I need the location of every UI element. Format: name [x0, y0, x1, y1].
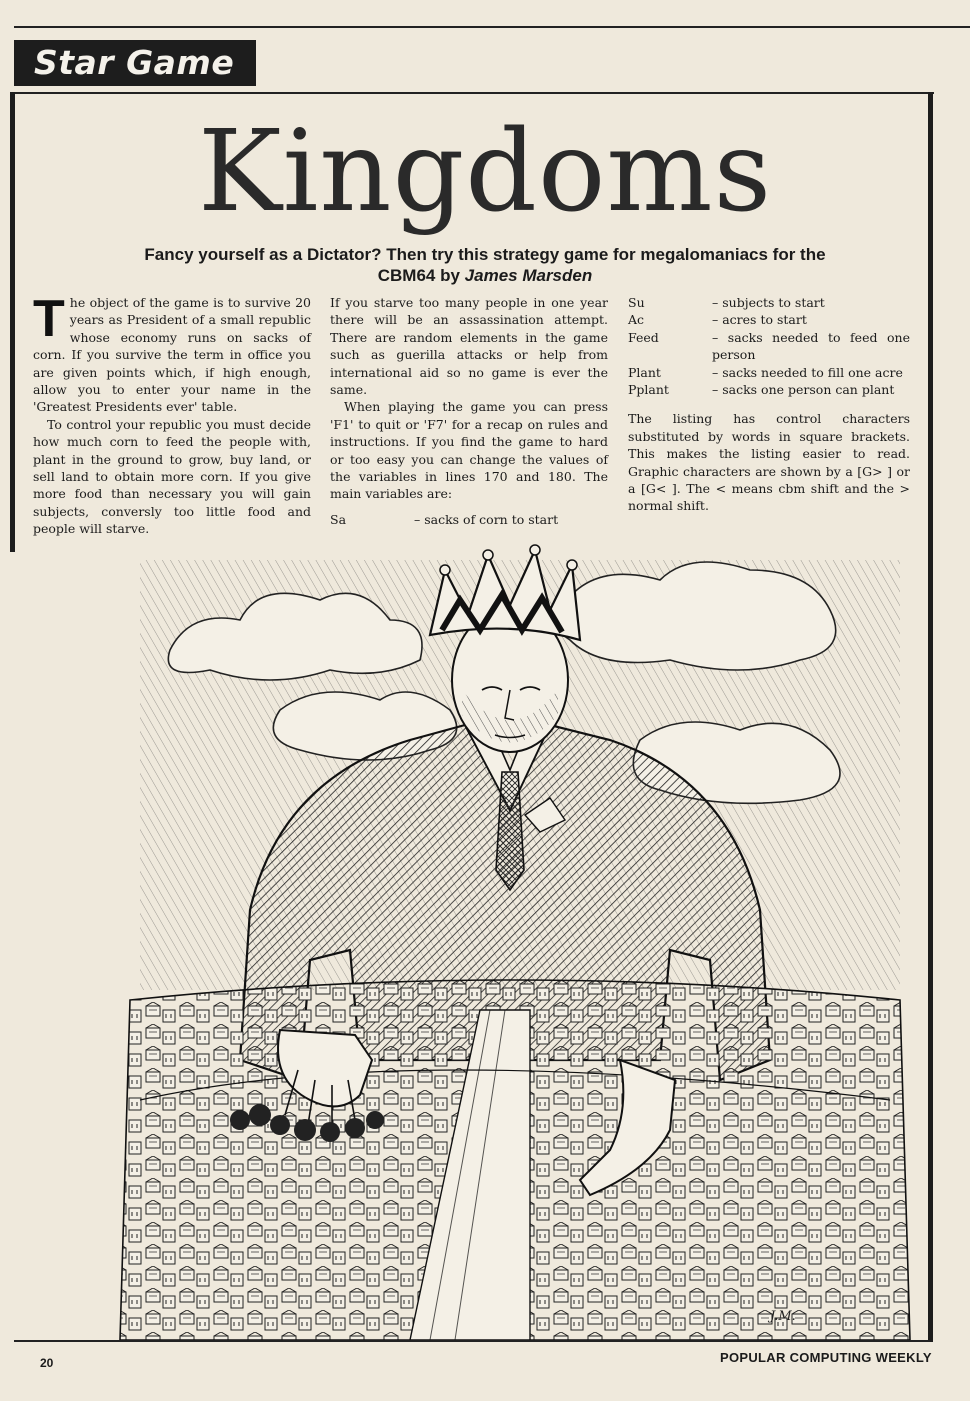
variable-row [330, 512, 610, 527]
variable-name: Feed [628, 329, 659, 345]
variable-row [628, 329, 910, 364]
column-2 [330, 294, 608, 503]
paragraph: If you starve too many people in one year there will be an assassination attempt. There are random elements in the game such as guerilla attacks or help from international aid so no game is ever the same. [330, 295, 608, 398]
column-1 [33, 290, 311, 538]
magazine-name: POPULAR COMPUTING WEEKLY [720, 1350, 932, 1365]
section-tag: Star Game [14, 40, 256, 86]
variable-name: Su [628, 295, 645, 310]
variable-row [628, 364, 910, 381]
variable-name: Sa [330, 512, 347, 527]
variable-name: Plant [628, 364, 661, 380]
column-3 [628, 294, 910, 515]
author-name: James Marsden [464, 266, 593, 285]
variable-desc: – sacks needed to feed one person [712, 329, 910, 363]
bottom-rule [14, 1340, 930, 1342]
variable-name: Pplant [628, 382, 669, 398]
variable-desc: – sacks needed to fill one acre [712, 364, 903, 380]
frame-top-rule [14, 92, 934, 94]
article-title: Kingdoms [197, 107, 773, 237]
drop-cap: T [33, 290, 65, 348]
variable-row [628, 294, 910, 311]
frame-right-bar [928, 92, 933, 1342]
variable-row [628, 311, 910, 328]
variable-desc: – acres to start [712, 312, 807, 328]
variable-desc: – sacks of corn to start [414, 512, 559, 527]
dictator-illustration [110, 540, 920, 1340]
paragraph [33, 290, 311, 416]
top-rule [14, 26, 970, 28]
listing-note: The listing has control characters substituted by words in square brackets. This makes the listing easier to read. Graphic characters are shown by a [G> ] or a [G< ]. The < means cbm shift and the > normal shift. [628, 411, 910, 514]
variable-desc: – subjects to start [712, 295, 825, 310]
standfirst-text: Fancy yourself as a Dictator? Then try this strategy game for megalomaniacs for the CBM64 by [144, 245, 826, 285]
variable-desc: – sacks one person can plant [712, 382, 895, 398]
tie [496, 772, 524, 890]
variable-row [628, 381, 910, 398]
standfirst [120, 244, 850, 286]
paragraph: When playing the game you can press 'F1' to quit or 'F7' for a recap on rules and instructions. If you find the game to hard or too easy you can change the values of the variables in lines 170 and 180. The main variables are: [330, 399, 608, 502]
page-number: 20 [40, 1356, 54, 1370]
artist-signature: J.M. [770, 1309, 796, 1324]
paragraph-text: he object of the game is to survive 20 years as President of a small republic whose economy runs on sacks of corn. If you survive the term in office you are given points which, if high enough, allow you to enter your name in the 'Greatest Presidents ever' table. [33, 295, 311, 415]
paragraph: To control your republic you must decide how much corn to feed the people with, plant in the ground to grow, buy land, or sell land to obtain more corn. If you give more food than necessary you will gain subjects, conversly too little food and people will starve. [33, 416, 311, 537]
variable-name: Ac [628, 312, 645, 328]
